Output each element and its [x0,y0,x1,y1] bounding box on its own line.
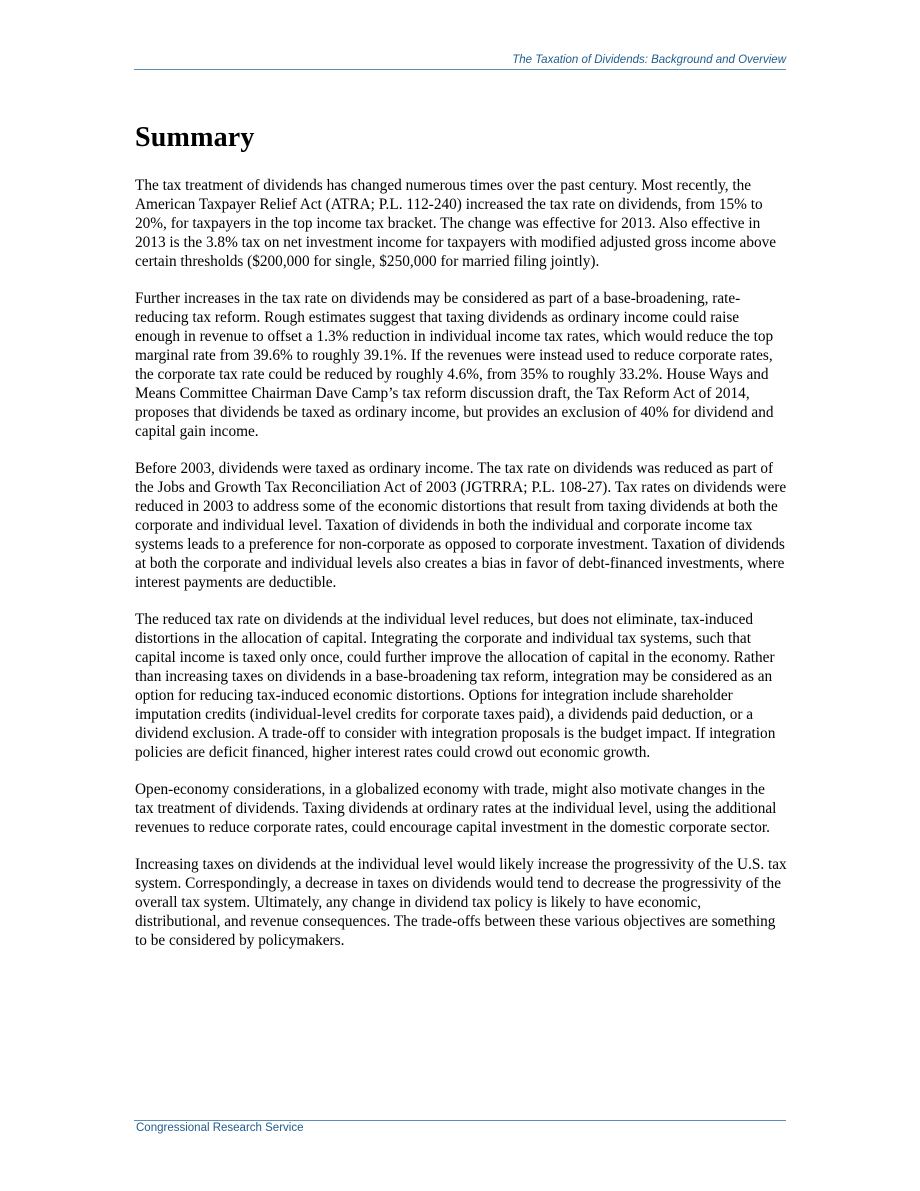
paragraph: Further increases in the tax rate on dividends may be considered as part of a base-broadening, rate-reducing tax reform. Rough estimates suggest that taxing dividends as ordinary income could raise enough in revenue to offset a 1.3% reduction in individual income tax rates, which would reduce the top marginal rate from 39.6% to roughly 39.1%. If the revenues were instead used to reduce corporate rates, the corporate tax rate could be reduced by roughly 4.6%, from 35% to roughly 33.2%. House Ways and Means Committee Chairman Dave Camp’s tax reform discussion draft, the Tax Reform Act of 2014, proposes that dividends be taxed as ordinary income, but provides an exclusion of 40% for dividend and capital gain income. [135,290,774,440]
summary-body [135,176,787,968]
paragraph: Increasing taxes on dividends at the individual level would likely increase the progressivity of the U.S. tax system. Correspondingly, a decrease in taxes on dividends would tend to decrease the progressivity of the overall tax system. Ultimately, any change in dividend tax policy is likely to have economic, distributional, and revenue consequences. The trade-offs between these various objectives are something to be considered by policymakers. [135,856,787,949]
paragraph: The reduced tax rate on dividends at the individual level reduces, but does not eliminate, tax-induced distortions in the allocation of capital. Integrating the corporate and individual tax systems, such that capital income is taxed only once, could further improve the allocation of capital in the economy. Rather than increasing taxes on dividends in a base-broadening tax reform, integration may be considered as an option for reducing tax-induced economic distortions. Options for integration include shareholder imputation credits (individual-level credits for corporate taxes paid), a dividends paid deduction, or a dividend exclusion. A trade-off to consider with integration proposals is the budget impact. If integration policies are deficit financed, higher interest rates could crowd out economic growth. [135,611,776,761]
paragraph: Open-economy considerations, in a globalized economy with trade, might also motivate changes in the tax treatment of dividends. Taxing dividends at ordinary rates at the individual level, using the additional revenues to reduce corporate rates, could encourage capital investment in the domestic corporate sector. [135,781,777,836]
paragraph: Before 2003, dividends were taxed as ordinary income. The tax rate on dividends was reduced as part of the Jobs and Growth Tax Reconciliation Act of 2003 (JGTRRA; P.L. 108-27). Tax rates on dividends were reduced in 2003 to address some of the economic distortions that result from taxing dividends at both the corporate and individual level. Taxation of dividends in both the individual and corporate income tax systems leads to a preference for non-corporate as opposed to corporate investment. Taxation of dividends at both the corporate and individual levels also creates a bias in favor of debt-financed investments, where interest payments are deductible. [135,460,787,591]
running-head: The Taxation of Dividends: Background and Overview [512,54,786,66]
header-rule [134,69,786,70]
footer-organization: Congressional Research Service [136,1122,304,1134]
paragraph: The tax treatment of dividends has changed numerous times over the past century. Most recently, the American Taxpayer Relief Act (ATRA; P.L. 112-240) increased the tax rate on dividends, from 15% to 20%, for taxpayers in the top income tax bracket. The change was effective for 2013. Also effective in 2013 is the 3.8% tax on net investment income for taxpayers with modified adjusted gross income above certain thresholds ($200,000 for single, $250,000 for married filing jointly). [135,177,777,270]
section-heading: Summary [135,122,255,153]
footer-rule [134,1120,786,1121]
